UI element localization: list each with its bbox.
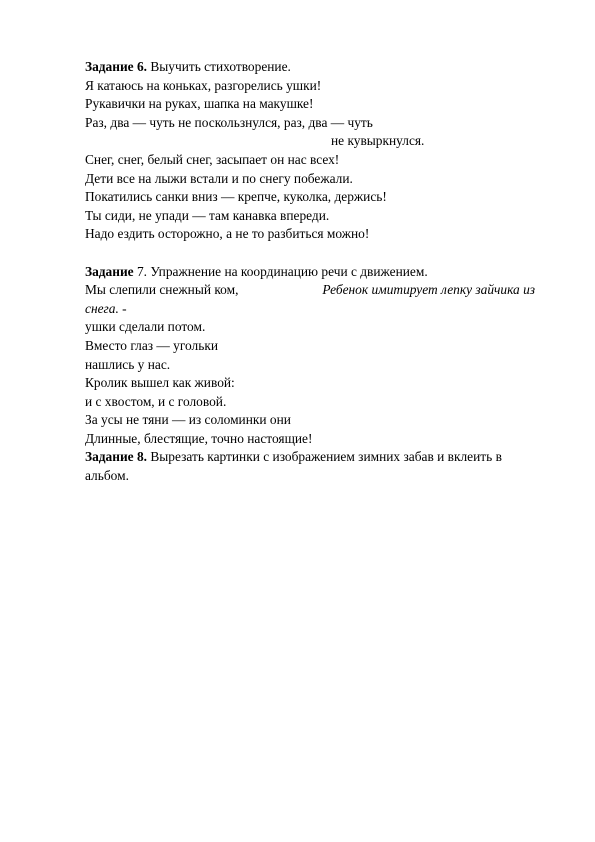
poem-line: Покатились санки вниз — крепче, куколка, держись! (85, 189, 387, 205)
poem-line: Раз, два — чуть не поскользнулся, раз, два — чуть (85, 114, 373, 130)
task7-title (85, 263, 535, 282)
poem-line: Надо ездить осторожно, а не то разбиться можно! (85, 226, 370, 242)
poem-line: Рукавички на руках, шапка на макушке! (85, 96, 314, 112)
task7-heading: Задание (85, 263, 134, 279)
poem-line: Дети все на лыжи встали и по снегу побежали. (85, 170, 353, 186)
exercise-line: Кролик вышел как живой: (85, 375, 235, 391)
exercise-line: За усы не тяни — из соломинки они (85, 412, 291, 428)
poem-line: Ты сиди, не упади — там канавка впереди. (85, 207, 330, 223)
exercise-line: ушки сделали потом. (85, 319, 206, 335)
task7-first-row (85, 281, 535, 300)
task8-paragraph (85, 448, 535, 485)
document-body (85, 58, 535, 486)
poem-line: Я катаюсь на коньках, разгорелись ушки! (85, 77, 322, 93)
exercise-line: и с хвостом, и с головой. (85, 393, 227, 409)
movement-note-continued: снега. - (85, 300, 127, 316)
poem-line-continued: не кувыркнулся. (331, 133, 425, 149)
exercise-line: Длинные, блестящие, точно настоящие! (85, 430, 313, 446)
task7-instruction: 7. Упражнение на координацию речи с движением. (133, 263, 428, 279)
movement-note: Ребенок имитирует лепку зайчика из (322, 282, 535, 298)
task8-heading: Задание 8. (85, 449, 147, 465)
task6-title (85, 58, 535, 77)
exercise-line: Вместо глаз — угольки (85, 337, 218, 353)
poem-line: Снег, снег, белый снег, засыпает он нас всех! (85, 151, 340, 167)
task8-instruction: Вырезать картинки с изображением зимних забав и вклеить в альбом. (85, 449, 502, 484)
exercise-line: Мы слепили снежный ком, (85, 282, 239, 298)
exercise-line: нашлись у нас. (85, 356, 171, 372)
task6-instruction: Выучить стихотворение. (147, 59, 291, 74)
section-gap (85, 244, 535, 263)
task6-heading: Задание 6. (85, 59, 147, 74)
